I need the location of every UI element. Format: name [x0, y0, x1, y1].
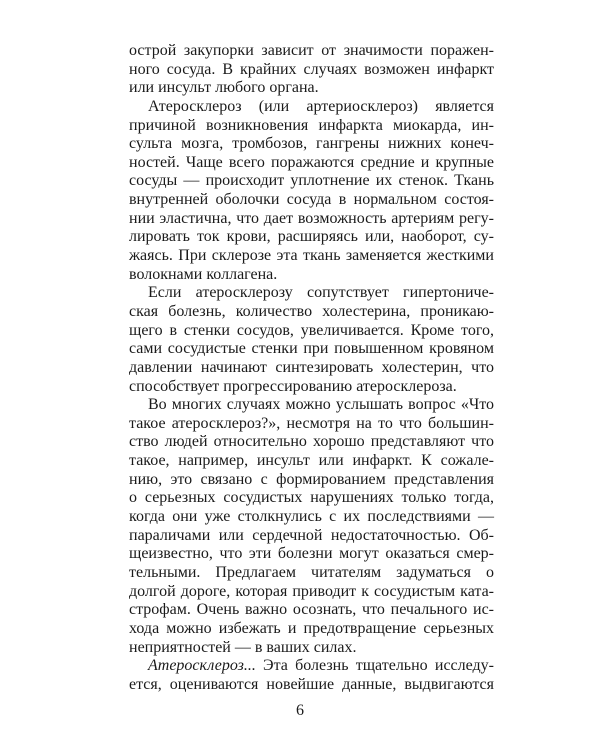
- text-line: нию, это связано с формированием представления: [129, 470, 494, 488]
- page-number: 6: [296, 702, 304, 719]
- text-line: Если атеросклерозу сопутствует гипертониче-: [148, 284, 494, 302]
- text-line: давлении начинают синтезировать холестерин, что: [129, 358, 494, 376]
- text-line: острой закупорки зависит от значимости поражен-: [129, 42, 494, 59]
- paragraph: [129, 396, 494, 657]
- text-line: когда они уже столкнулись с их последствиями —: [129, 508, 494, 526]
- text-line: или инсульт любого органа.: [129, 79, 319, 97]
- paragraph: [129, 657, 494, 694]
- text-line: причиной возникновения инфаркта миокарда, ин-: [129, 116, 494, 134]
- text-line: о серьезных сосудистых нарушениях только тогда,: [129, 489, 494, 507]
- text-line: хода можно избежать и предотвращение серьезных: [129, 619, 494, 637]
- text-line: такое, например, инсульт или инфаркт. К сожале-: [129, 452, 494, 470]
- text-line: сосуды — происходит уплотнение их стенок. Ткань: [129, 172, 494, 190]
- text-line: неприятностей — в ваших силах.: [129, 638, 357, 656]
- italic-lead: Атеросклероз...: [148, 657, 256, 675]
- text-line: лировать ток крови, расширяясь или, наоборот, су-: [129, 228, 494, 246]
- text-line: сами сосудистые стенки при повышенном кровяном: [129, 340, 494, 358]
- text-line: нии эластична, что дает возможность артериям регу-: [129, 209, 494, 227]
- document-body: [129, 42, 494, 694]
- text-line: ного сосуда. В крайних случаях возможен инфаркт: [129, 60, 494, 78]
- text-line: [129, 657, 494, 676]
- text-line: внутренней оболочки сосуда в нормальном состоя-: [129, 191, 494, 209]
- text-line: долгой дороге, которая приводит к сосудистым ката-: [129, 582, 494, 600]
- text-line: такое атеросклероз?», несмотря на то что большин-: [129, 414, 494, 432]
- text-line: тельными. Предлагаем читателям задуматься о: [129, 563, 494, 581]
- text-line: щеизвестно, что эти болезни могут оказаться смер-: [129, 545, 494, 563]
- text-line: ется, оцениваются новейшие данные, выдвигаются: [129, 675, 494, 693]
- text-line: волокнами коллагена.: [129, 265, 278, 283]
- text-line: строфам. Очень важно осознать, что печального ис-: [129, 601, 494, 619]
- text-line: ская болезнь, количество холестерина, проникаю-: [129, 302, 494, 320]
- paragraph: [129, 284, 494, 396]
- paragraph: [129, 42, 494, 98]
- text-line: жаясь. При склерозе эта ткань заменяется жесткими: [129, 247, 494, 265]
- text-line: сульта мозга, тромбозов, гангрены нижних конеч-: [129, 135, 494, 153]
- text-line: Во многих случаях можно услышать вопрос «Что: [148, 396, 494, 414]
- text-line: ностей. Чаще всего поражаются средние и крупные: [129, 153, 494, 171]
- text-line: ство людей относительно хорошо представляют что: [129, 433, 494, 451]
- paragraph: [129, 98, 494, 284]
- text-line: параличами или сердечной недостаточностью. Об-: [129, 526, 494, 544]
- text-line: щего в стенки сосудов, увеличивается. Кроме того,: [129, 321, 494, 339]
- line-text: Эта болезнь тщательно исследу-: [255, 657, 494, 675]
- text-line: способствует прогрессированию атеросклероза.: [129, 377, 457, 395]
- text-line: Атеросклероз (или артериосклероз) является: [148, 97, 494, 115]
